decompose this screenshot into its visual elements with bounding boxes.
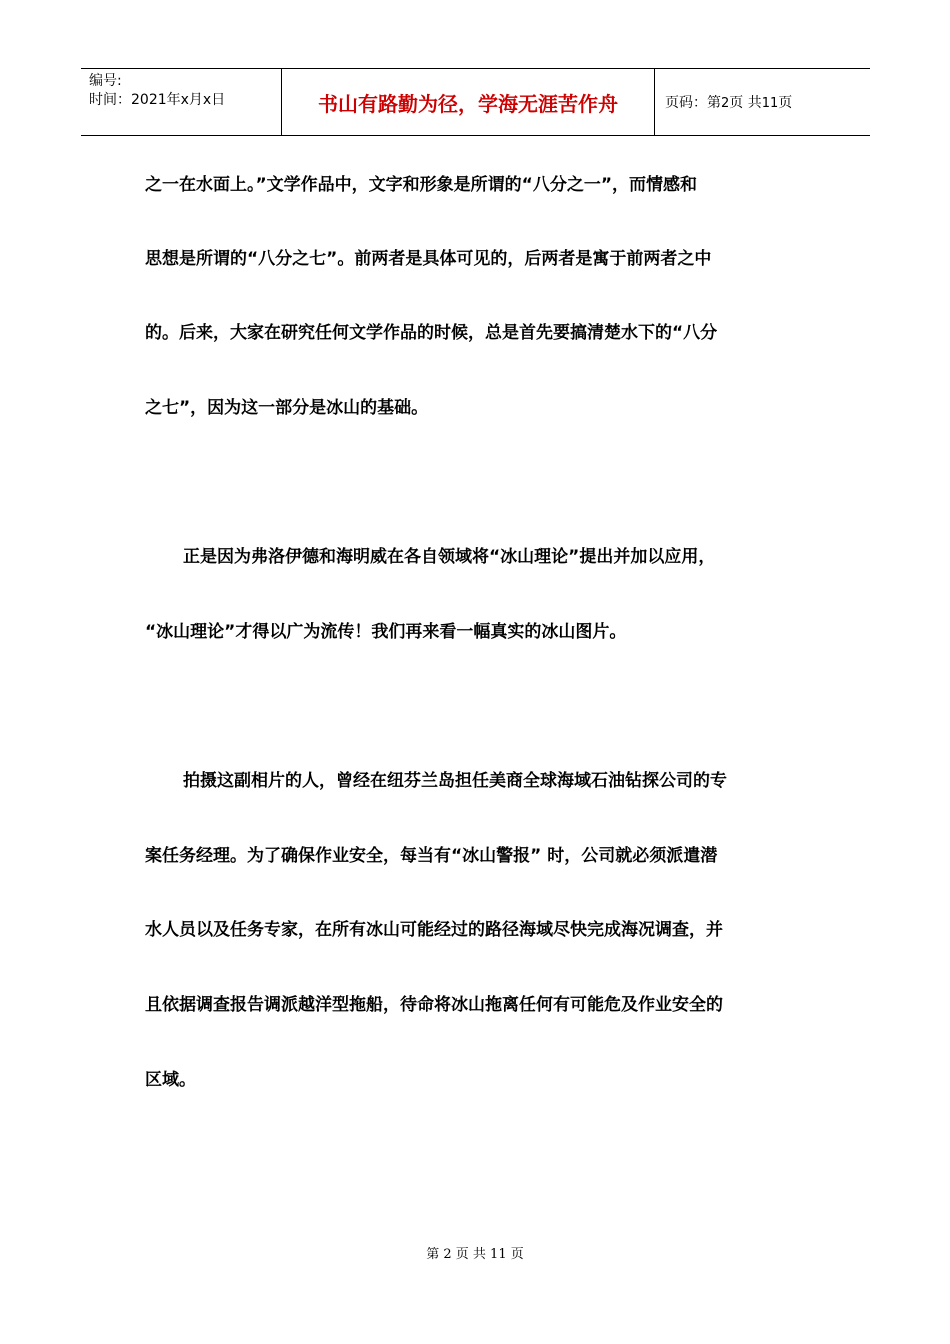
page-current: 2 xyxy=(721,96,730,111)
paragraph-line: 拍摄这副相片的人，曾经在纽芬兰岛担任美商全球海域石油钻探公司的专 xyxy=(183,771,727,791)
header-page-number xyxy=(665,93,792,114)
document-code-label: 编号: xyxy=(89,73,122,89)
page-suffix: 页 xyxy=(778,95,793,111)
page-mid: 页 共 xyxy=(729,95,762,111)
header-page-cell xyxy=(655,69,870,135)
header-motto: 书山有路勤为径，学海无涯苦作舟 xyxy=(318,92,618,116)
document-date: 时间：2021年x月x日 xyxy=(89,92,226,108)
header-meta xyxy=(81,69,281,135)
paragraph-line: 区域。 xyxy=(145,1070,196,1090)
paragraph-line: 案任务经理。为了确保作业安全，每当有“冰山警报” 时，公司就必须派遣潜 xyxy=(145,846,718,866)
paragraph-line: 水人员以及任务专家，在所有冰山可能经过的路径海域尽快完成海况调查，并 xyxy=(145,920,723,940)
document-header xyxy=(81,68,870,136)
header-motto-cell xyxy=(281,69,655,135)
paragraph-line: 正是因为弗洛伊德和海明威在各自领域将“冰山理论”提出并加以应用， xyxy=(183,547,716,567)
paragraph-line: 的。后来，大家在研究任何文学作品的时候，总是首先要搞清楚水下的“八分 xyxy=(145,323,718,343)
paragraph-line: “冰山理论”才得以广为流传！我们再来看一幅真实的冰山图片。 xyxy=(145,622,627,642)
paragraph-line: 且依据调查报告调派越洋型拖船，待命将冰山拖离任何有可能危及作业安全的 xyxy=(145,995,723,1015)
page-footer: 第 2 页 共 11 页 xyxy=(426,1247,524,1262)
paragraph-line: 之一在水面上。”文学作品中，文字和形象是所谓的“八分之一”，而情感和 xyxy=(145,175,698,195)
page-prefix: 页码：第 xyxy=(665,95,721,111)
page-total: 11 xyxy=(761,96,779,111)
paragraph-line: 之七”，因为这一部分是冰山的基础。 xyxy=(145,398,429,418)
paragraph-line: 思想是所谓的“八分之七”。前两者是具体可见的，后两者是寓于前两者之中 xyxy=(145,249,712,269)
